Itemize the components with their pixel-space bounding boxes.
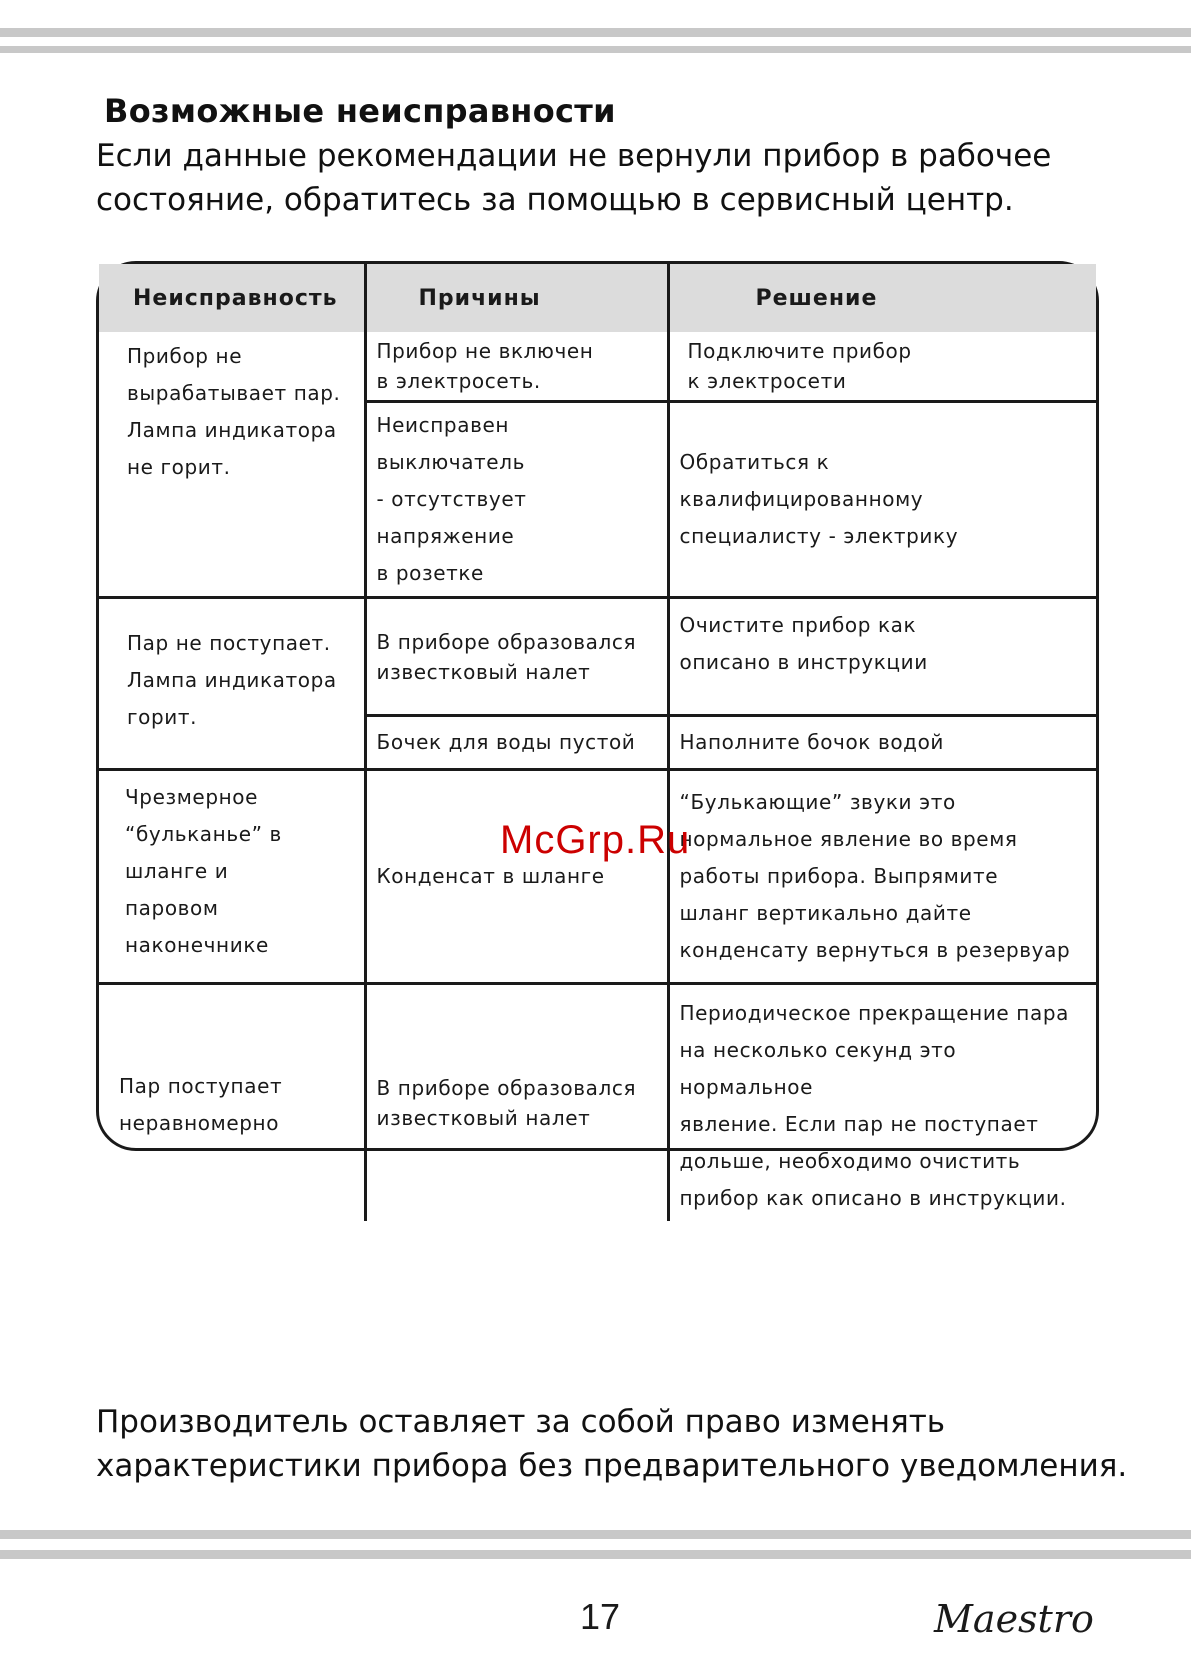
cell-line: “Булькающие” звуки это (679, 790, 956, 814)
solution-cell (668, 716, 1096, 770)
cell-line: паровом (125, 896, 219, 920)
table-header-row (99, 264, 1096, 332)
cell-line: дольше, необходимо очистить (679, 1149, 1021, 1173)
cell-line: к электросети (687, 369, 847, 393)
cause-cell (365, 716, 668, 770)
cell-line: Прибор не (127, 344, 243, 368)
cell-line: Наполните бочок водой (679, 730, 945, 754)
cell-line: описано в инструкции (679, 650, 928, 674)
cell-line: Периодическое прекращение пара (679, 1001, 1069, 1025)
cell-line: Неисправен выключатель (376, 413, 525, 474)
cell-line: Лампа индикатора (127, 418, 337, 442)
solution-cell (668, 332, 1096, 402)
cause-cell (365, 598, 668, 716)
fault-cell (99, 598, 365, 770)
cause-cell (365, 770, 668, 984)
header-causes: Причины (365, 264, 668, 332)
cell-line: шланг вертикально дайте (679, 901, 972, 925)
cell-line: неравномерно (119, 1111, 280, 1135)
bottom-rule-2 (0, 1550, 1191, 1559)
header-fault: Неисправность (99, 264, 365, 332)
watermark-text: McGrp.Ru (500, 818, 691, 862)
solution-cell (668, 770, 1096, 984)
cell-line: известковый налет (376, 659, 591, 684)
cell-line: квалифицированному (679, 487, 924, 511)
cell-line: явление. Если пар не поступает (679, 1112, 1039, 1136)
cell-line: прибор как описано в инструкции. (679, 1186, 1067, 1210)
cell-line: Конденсат в шланге (376, 864, 605, 888)
cell-line: В приборе образовался (376, 1076, 637, 1100)
cell-line: Пар поступает (119, 1074, 283, 1098)
cell-line: Очистите прибор как (679, 613, 917, 637)
cell-line: Бочек для воды пустой (376, 730, 636, 754)
solution-cell (668, 984, 1096, 1222)
intro-text: Если данные рекомендации не вернули прибор в рабочее состояние, обратитесь за помощью в сервисный центр. (96, 138, 1052, 218)
bottom-rule-1 (0, 1530, 1191, 1539)
top-rule-1 (0, 28, 1191, 37)
table-row (99, 332, 1096, 402)
brand-logo (928, 1584, 1108, 1654)
cell-line: Обратиться к (679, 450, 830, 474)
brand-logo-text: Maestro (934, 1597, 1094, 1641)
cell-line: специалисту - электрику (679, 524, 959, 548)
cell-line: “бульканье” в (125, 822, 282, 846)
cell-line: в электросеть. (376, 369, 541, 393)
cell-line: горит. (127, 705, 198, 729)
fault-cell (99, 770, 365, 984)
page-number: 17 (579, 1596, 621, 1637)
cell-line: работы прибора. Выпрямите (679, 864, 999, 888)
cause-cell (365, 332, 668, 402)
top-rule-2 (0, 46, 1191, 53)
table-row (99, 598, 1096, 716)
cell-line: вырабатывает пар. (127, 381, 341, 405)
cell-line: шланге и (125, 859, 229, 883)
footer-note: Производитель оставляет за собой право изменять характеристики прибора без предварительного уведомления. (96, 1404, 1128, 1484)
fault-cell (99, 984, 365, 1222)
table-row (99, 984, 1096, 1222)
cell-line: наконечнике (125, 933, 269, 957)
cause-cell (365, 984, 668, 1222)
cell-line: Чрезмерное (125, 785, 259, 809)
header-solution: Решение (668, 264, 1096, 332)
cell-line: Пар не поступает. (127, 631, 331, 655)
cell-line: на несколько секунд это нормальное (679, 1038, 957, 1099)
fault-cell (99, 332, 365, 598)
cell-line: В приборе образовался (376, 629, 637, 654)
cell-line: не горит. (127, 455, 231, 479)
cell-line: конденсату вернуться в резервуар (679, 938, 1071, 962)
solution-cell (668, 402, 1096, 598)
cell-line: Подключите прибор (687, 339, 912, 363)
page-title: Возможные неисправности (104, 92, 616, 130)
cell-line: в розетке (376, 561, 484, 585)
solution-cell (668, 598, 1096, 716)
cell-line: - отсутствует напряжение (376, 487, 527, 548)
cause-cell (365, 402, 668, 598)
cell-line: Прибор не включен (376, 339, 594, 363)
cell-line: Лампа индикатора (127, 668, 337, 692)
table-row (99, 770, 1096, 984)
cell-line: известковый налет (376, 1106, 591, 1130)
cell-line: нормальное явление во время (679, 827, 1018, 851)
troubleshooting-table (96, 261, 1099, 1210)
